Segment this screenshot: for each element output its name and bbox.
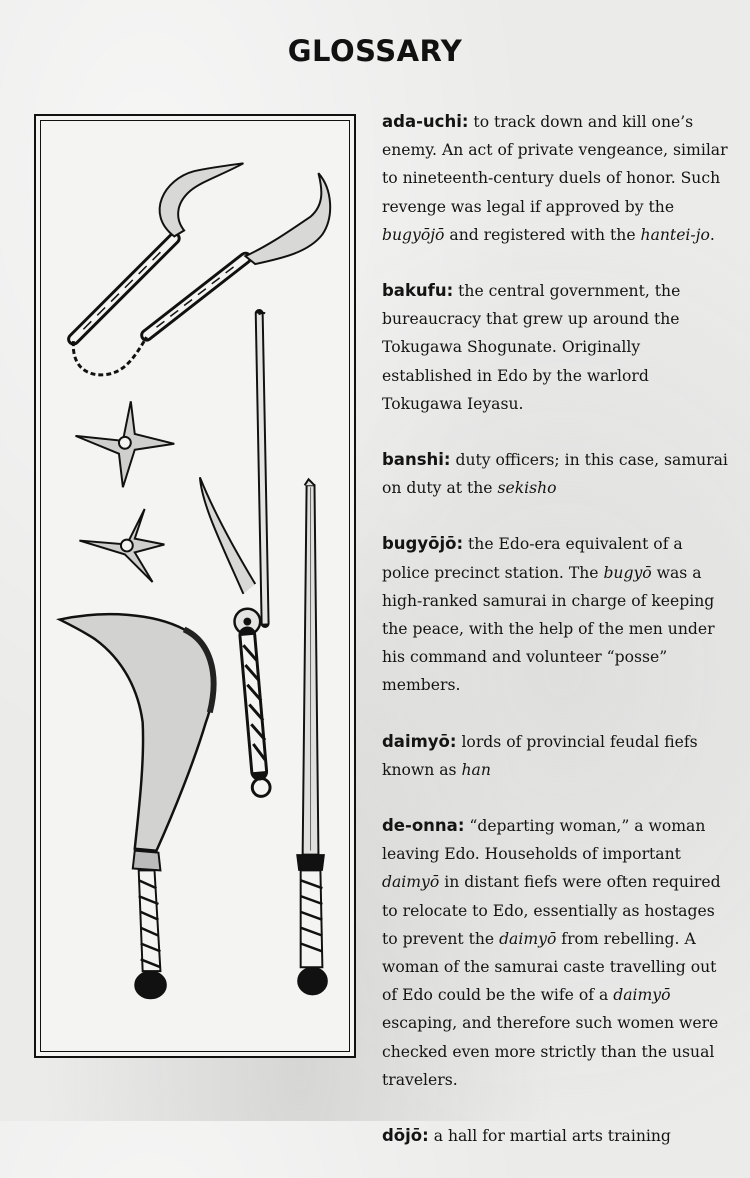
jitte-icon xyxy=(200,313,270,796)
sickle-blade-icon xyxy=(60,614,214,999)
glossary-term: bugyōjō: xyxy=(382,534,464,554)
glossary-entry xyxy=(382,446,730,502)
glossary-entry xyxy=(382,1122,730,1150)
glossary-term: bakufu: xyxy=(382,281,454,301)
glossary-definition-text: . xyxy=(709,225,715,244)
glossary-definition-text: to track down and kill one’s enemy. An act of private vengeance, similar to nineteenth-century duels of honor. Such revenge was legal if approved by the xyxy=(382,113,728,216)
glossary-term: ada-uchi: xyxy=(382,112,469,131)
kusarigama-icon xyxy=(73,163,330,375)
glossary-entry xyxy=(382,728,730,784)
page-title: GLOSSARY xyxy=(287,34,463,68)
glossary-definition-text: and registered with the xyxy=(444,225,641,244)
sword-icon xyxy=(297,479,328,995)
glossary-definition-text: in distant fiefs were often required to relocate to Edo, essentially as hostages to prevent the xyxy=(382,873,721,948)
weapons-illustration xyxy=(36,116,354,1056)
glossary-entry xyxy=(382,108,730,249)
glossary-list xyxy=(382,108,730,1178)
glossary-definition-text: lords of provincial feudal fiefs known as xyxy=(382,732,698,779)
glossary-definition-text: from rebelling. A woman of the samurai caste travelling out of Edo could be the wife of a xyxy=(382,929,717,1005)
glossary-italic-term: daimyō xyxy=(382,873,440,892)
shuriken-icon xyxy=(79,509,164,582)
glossary-term: de-onna: xyxy=(382,816,465,836)
glossary-term: banshi: xyxy=(382,450,451,470)
glossary-definition-text: a hall for martial arts training xyxy=(428,1127,671,1146)
glossary-entry xyxy=(382,812,730,1094)
illustration-frame xyxy=(34,114,356,1058)
glossary-italic-term: bugyō xyxy=(603,563,652,582)
glossary-definition-text: escaping, and therefore such women were checked even more strictly than the usual travelers. xyxy=(382,1014,719,1089)
glossary-italic-term: hantei-jo xyxy=(640,225,710,244)
glossary-entry xyxy=(382,277,730,418)
glossary-definition-text: was a high-ranked samurai in charge of keeping the peace, with the help of the men under his command and volunteer “posse” members. xyxy=(382,563,715,695)
glossary-italic-term: sekisho xyxy=(497,479,557,498)
glossary-entry xyxy=(382,530,730,699)
glossary-definition-text: duty officers; in this case, samurai on duty at the xyxy=(382,451,728,498)
glossary-italic-term: daimyō xyxy=(499,929,557,948)
glossary-definition-text: the Edo-era equivalent of a police precinct station. The xyxy=(382,535,683,582)
shuriken-icon xyxy=(76,401,175,487)
glossary-term: dōjō: xyxy=(382,1126,429,1146)
glossary-italic-term: bugyōjō xyxy=(382,225,445,244)
glossary-term: daimyō: xyxy=(382,731,457,751)
glossary-italic-term: han xyxy=(461,760,491,779)
glossary-italic-term: daimyō xyxy=(613,986,671,1005)
glossary-definition-text: the central government, the bureaucracy that grew up around the Tokugawa Shogunate. Originally established in Edo by the warlord Tokugawa Ieyasu. xyxy=(382,282,681,413)
glossary-definition-text: “departing woman,” a woman leaving Edo. Households of important xyxy=(382,817,706,864)
